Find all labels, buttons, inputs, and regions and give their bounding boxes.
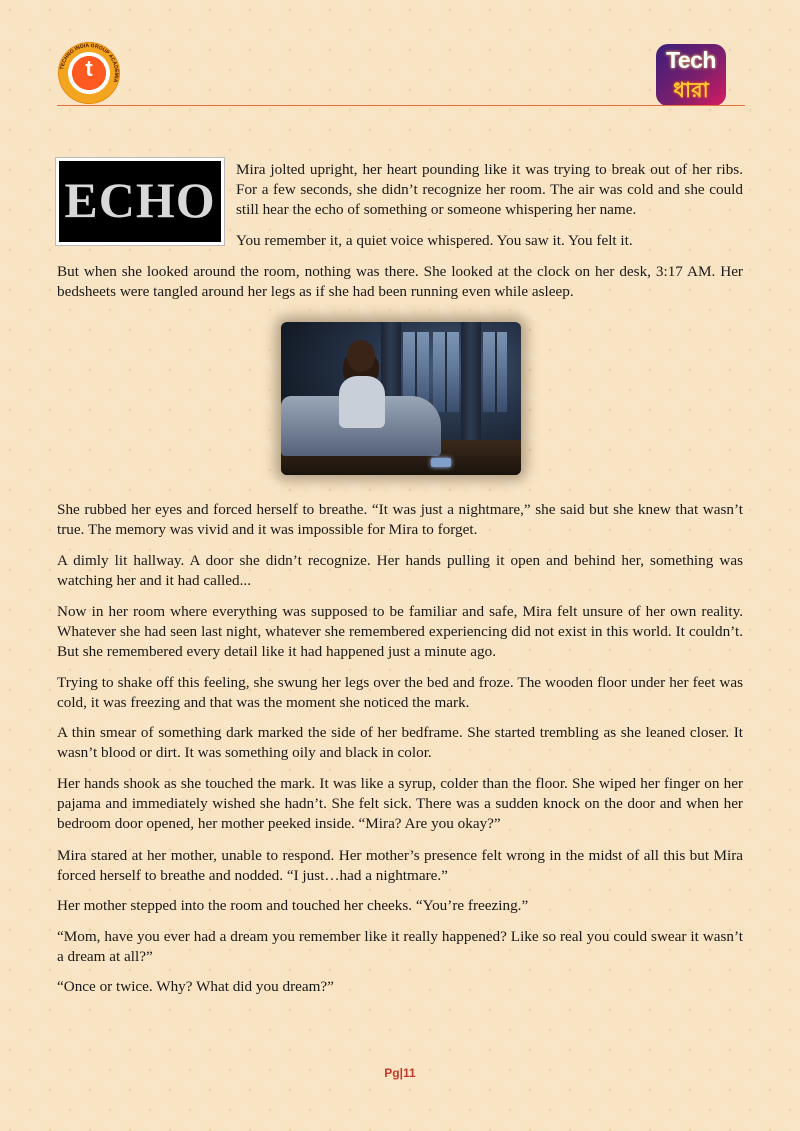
story-paragraph-5: A dimly lit hallway. A door she didn’t recognize. Her hands pulling it open and behind her, something was watching her and it had called...: [57, 552, 743, 589]
story-paragraph-7: Trying to shake off this feeling, she swung her legs over the bed and froze. The wooden floor under her feet was cold, it was freezing and that was the moment she noticed the mark.: [57, 674, 743, 711]
story-title-box: [56, 158, 224, 245]
techno-india-group-academia-logo: [58, 42, 120, 104]
header-divider: [57, 105, 745, 106]
page-number: Pg|11: [384, 1066, 416, 1080]
story-paragraph-6: Now in her room where everything was supposed to be familiar and safe, Mira felt unsure of her own reality. Whatever she had seen last night, whatever she remembered experiencing did not exist in this world. It couldn’t. But she remembered every detail like it had happened just a minute ago.: [57, 603, 743, 660]
story-paragraph-4: She rubbed her eyes and forced herself to breathe. “It was just a nightmare,” she said but she knew that wasn’t true. The memory was vivid and it was impossible for Mira to forget.: [57, 501, 743, 538]
story-title: ECHO: [64, 172, 216, 228]
tech-dhara-logo-line2: ধারা: [673, 78, 709, 102]
story-paragraph-1: Mira jolted upright, her heart pounding like it was trying to break out of her ribs. For a few seconds, she didn’t recognize her room. The air was cold and she could still hear the echo of something or someone whispering her name.: [236, 161, 743, 218]
page-header: [0, 0, 800, 110]
story-paragraph-11: Her mother stepped into the room and touched her cheeks. “You’re freezing.”: [57, 897, 529, 914]
girl-sitting-on-bed-in-dark-room-illustration: [281, 322, 521, 475]
story-paragraph-2: You remember it, a quiet voice whispered. You saw it. You felt it.: [236, 232, 633, 249]
girl-figure: [335, 340, 389, 426]
story-paragraph-10: Mira stared at her mother, unable to respond. Her mother’s presence felt wrong in the midst of all this but Mira forced herself to breathe and nodded. “I just…had a nightmare.”: [57, 847, 743, 884]
story-paragraph-8: A thin smear of something dark marked the side of her bedframe. She started trembling as she leaned closer. It wasn’t blood or dirt. It was something oily and black in color.: [57, 724, 743, 761]
glowing-phone-on-floor: [431, 458, 451, 467]
story-paragraph-13: “Once or twice. Why? What did you dream?”: [57, 978, 334, 995]
story-paragraph-9: Her hands shook as she touched the mark. It was like a syrup, colder than the floor. She wiped her finger on her pajama and immediately wished she hadn’t. She felt sick. There was a sudden knock on the door and when her bedroom door opened, her mother peeked inside. “Mira? Are you okay?”: [57, 775, 743, 832]
logo-mark: t: [85, 56, 93, 81]
logo-ring-label: TECHNO INDIA GROUP ACADEMIA: [59, 42, 120, 83]
tech-dhara-logo-line1: Tech: [666, 47, 716, 73]
tech-dhara-logo: [656, 44, 726, 106]
story-paragraph-12: “Mom, have you ever had a dream you remember like it really happened? Like so real you could swear it wasn’t a dream at all?”: [57, 928, 743, 965]
story-paragraph-3: But when she looked around the room, nothing was there. She looked at the clock on her desk, 3:17 AM. Her bedsheets were tangled around her legs as if she had been running even while asleep.: [57, 263, 743, 300]
